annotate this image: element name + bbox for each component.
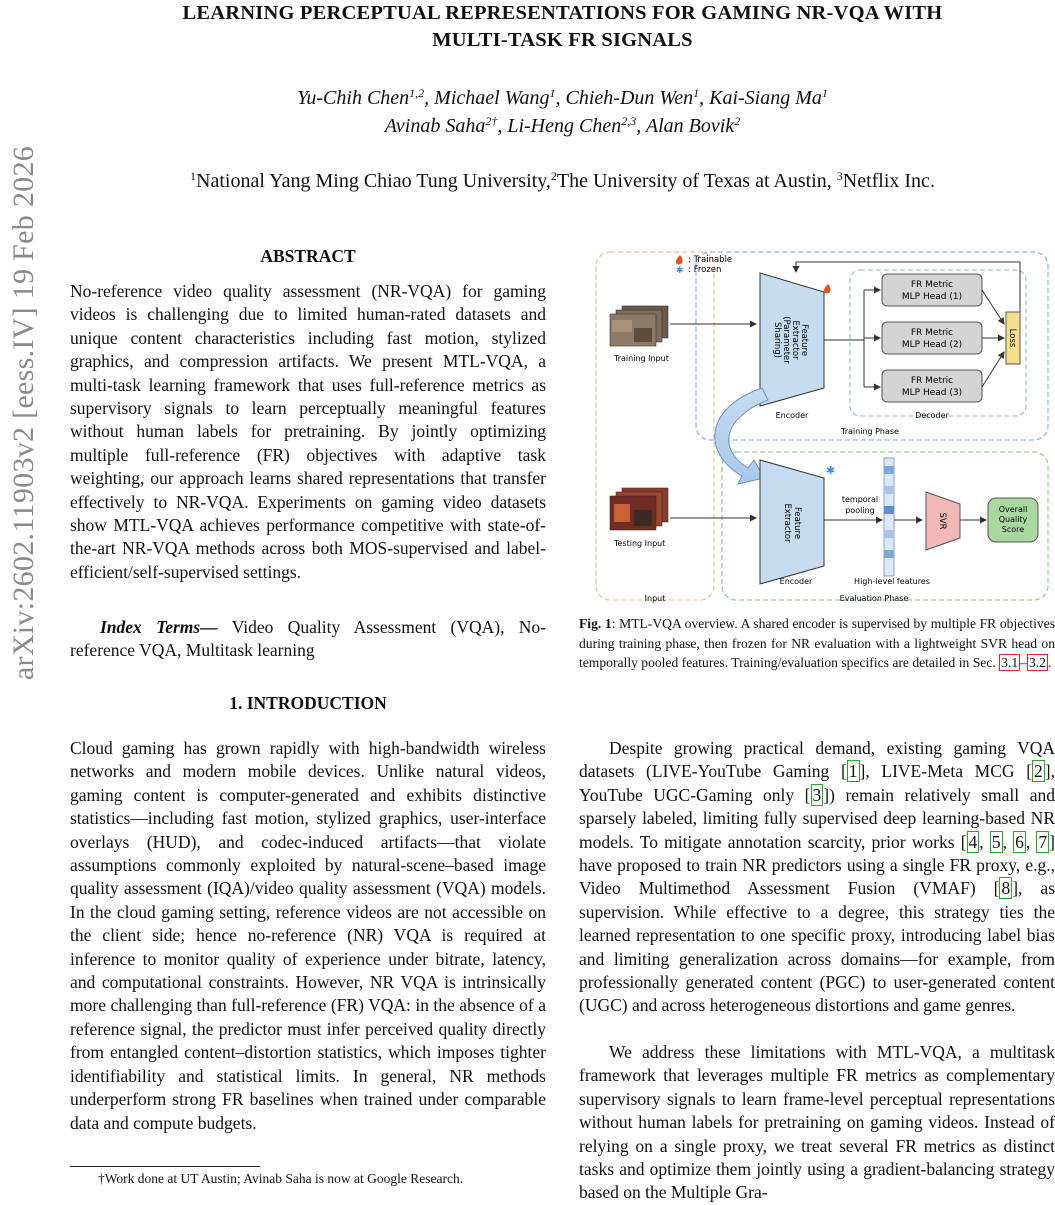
svg-text:MLP Head (1): MLP Head (1) (901, 292, 963, 302)
author-sep: , (424, 87, 435, 109)
author-sup: 1 (693, 86, 700, 100)
svg-text:MLP Head (2): MLP Head (2) (901, 340, 963, 350)
author-sep: , (699, 87, 710, 109)
citation-link[interactable]: 2 (1034, 761, 1043, 782)
arxiv-id: arXiv:2602.11903v2 [eess.IV] 19 Feb 2026 (7, 145, 40, 680)
svg-text:Feature: Feature (799, 323, 809, 357)
high-level-label: High-level features (854, 577, 930, 586)
text-run: ]) remain relatively small and sparsely labeled, limiting fully supervised deep learning-based NR models. To mitigate annotation scarcity, prior works [ (579, 784, 1055, 852)
caption-label: Fig. 1 (579, 616, 612, 631)
author-name: Chieh-Dun Wen (565, 87, 694, 109)
evaluation-phase-label: Evaluation Phase (839, 594, 909, 603)
author-sep: , (555, 87, 566, 109)
legend-frozen: : Frozen (688, 265, 722, 275)
index-terms-label: Index Terms— (100, 617, 218, 637)
author-sup: 2,3 (621, 114, 637, 128)
right-paragraph-1 (579, 737, 1055, 1018)
svg-text:Sharing): Sharing) (772, 322, 782, 358)
snowflake-icon: ✱ (676, 266, 684, 276)
feature-vector (884, 458, 894, 576)
section-ref-link[interactable]: 3.1 (1001, 655, 1019, 671)
encoder-bottom-text (782, 503, 802, 543)
encoder-label-bottom: Encoder (779, 577, 813, 586)
text-run: , (1002, 831, 1014, 852)
author-sup: 1 (821, 86, 828, 100)
testing-input-label: Testing Input (614, 539, 666, 548)
index-terms-text: Video Quality Assessment (VQA), No-reference VQA, Multitask learning (70, 617, 546, 661)
text-run: , (979, 831, 990, 852)
author-name: Yu-Chih Chen (297, 87, 410, 109)
author-line-1 (60, 84, 1055, 112)
author-sep: , (636, 115, 646, 137)
right-paragraph-2: We address these limitations with MTL-VQA, a multitask framework that leverages multiple FR metrics as complementary supervisory signals to learn frame-level perceptual representations without human labels for pretraining on gaming videos. Instead of relying on a single proxy, we treat several FR metrics as distinct tasks and optimize them jointly using a gradient-balancing strategy based on the Multiple Gra- (579, 1042, 1055, 1203)
training-region (696, 252, 1048, 440)
intro-heading: 1. INTRODUCTION (229, 693, 387, 713)
input-label: Input (644, 594, 666, 603)
svg-text:Extractor: Extractor (790, 320, 800, 360)
encoder-label-top: Encoder (775, 411, 809, 420)
svg-text:(Parameter: (Parameter (781, 316, 791, 364)
text-run: ], as supervision. While effective to a degree, this strategy ties the learned representation to one specific proxy, introducing label bias and limiting generalization across domains—for example, from professionally generated content (PGC) to user-generated content (UGC) and across heterogeneous distortions and game genres. (579, 878, 1055, 1016)
training-input-frames (610, 306, 668, 346)
author-line-2 (60, 112, 1055, 140)
svg-text:MLP Head (3): MLP Head (3) (901, 388, 963, 398)
citation-link[interactable]: 8 (1001, 878, 1011, 899)
author-sup: 2 (734, 114, 741, 128)
mlp-head-2 (882, 322, 982, 354)
text-run: ], LIVE-Meta MCG [ (859, 761, 1033, 782)
author-name: Alan Bovik (645, 115, 735, 137)
score-line-2: Quality (998, 515, 1028, 524)
author-sup: 1 (549, 86, 556, 100)
author-name: Kai-Siang Ma (709, 87, 822, 109)
title-line-2: MULTI-TASK FR SIGNALS (432, 29, 693, 51)
index-terms (70, 616, 546, 663)
footnote-rule (70, 1166, 260, 1167)
loss-label (1007, 329, 1017, 348)
author-list (60, 84, 1055, 140)
author-name: Avinab Saha (384, 115, 486, 137)
training-phase-label: Training Phase (841, 427, 899, 436)
paper-title (60, 0, 1055, 54)
affil-text: National Yang Ming Chiao Tung University, (196, 170, 551, 192)
affil-text: The University of Texas at Austin, (556, 170, 837, 192)
section-ref-link[interactable]: 3.2 (1028, 655, 1046, 671)
author-name: Li-Heng Chen (507, 115, 622, 137)
score-line-3: Score (1001, 525, 1025, 534)
svg-text:Loss: Loss (1007, 328, 1017, 348)
svg-text:FR Metric: FR Metric (910, 328, 954, 338)
author-sup: 2† (485, 114, 498, 128)
caption-dash: – (1020, 655, 1027, 671)
temporal-pooling-label: temporal (841, 495, 879, 504)
caption-text: : MTL-VQA overview. A shared encoder is supervised by multiple FR objectives during training phase, then frozen for NR evaluation with a lightweight SVR head on temporally pooled features. Training/evaluation specifics are detailed in Sec. (579, 616, 1055, 671)
author-name: Michael Wang (434, 87, 550, 109)
arxiv-sidebar (2, 145, 46, 680)
citation-link[interactable]: 6 (1015, 831, 1024, 852)
citation-link[interactable]: 4 (968, 831, 978, 852)
caption-end: . (1047, 655, 1052, 671)
footnote: †Work done at UT Austin; Avinab Saha is now at Google Research. (98, 1171, 464, 1186)
score-line-1: Overall (998, 505, 1028, 514)
citation-link[interactable]: 1 (848, 761, 858, 782)
svg-text:FR Metric: FR Metric (910, 280, 954, 290)
method-figure (592, 248, 1054, 606)
citation-link[interactable]: 7 (1038, 831, 1048, 852)
training-input-label: Training Input (614, 354, 669, 363)
text-run: ] have proposed to train NR predictors using a single FR proxy, e.g., Video Multimethod Assessment Fusion (VMAF) [ (579, 831, 1055, 899)
abstract-text: No-reference video quality assessment (NR-VQA) for gaming videos is challenging due to limited human-rated datasets and unique content characteristics including fast motion, stylized graphics, and compression artifacts. We present MTL-VQA, a multi-task learning framework that uses full-reference metrics as supervisory signals to learn perceptually meaningful features without human labels for pretraining. By jointly optimizing multiple full-reference (FR) objectives with adaptive task weighting, our approach learns shared representations that transfer effectively to NR-VQA. Experiments on gaming video datasets show MTL-VQA achieves performance competitive with state-of-the-art NR-VQA methods across both MOS-supervised and label-efficient/self-supervised settings. (70, 281, 546, 582)
text-run: Despite growing practical demand, existing gaming VQA datasets (LIVE-YouTube Gaming [ (579, 738, 1055, 782)
title-line-1: LEARNING PERCEPTUAL REPRESENTATIONS FOR GAMING NR-VQA WITH (182, 2, 943, 24)
affil-text: Netflix Inc. (842, 170, 935, 192)
legend-trainable: : Trainable (688, 255, 733, 265)
affiliations (60, 168, 1055, 194)
mlp-head-1 (882, 274, 982, 306)
mlp-head-3 (882, 370, 982, 402)
svr-label (937, 512, 947, 529)
abstract-heading: ABSTRACT (260, 246, 356, 266)
citation-link[interactable]: 5 (991, 831, 1001, 852)
affil-sup: 2 (550, 169, 557, 183)
svg-text:FR Metric: FR Metric (910, 376, 954, 386)
intro-paragraph: Cloud gaming has grown rapidly with high-bandwidth wireless networks and modern mobile devices. Unlike natural videos, gaming content is computer-generated and exhibits distinctive statistics—including fast motion, stylized graphics, user-interface overlays (HUD), and codec-induced artifacts—that violate assumptions commonly exploited by natural-scene–based image quality assessment (IQA)/video quality assessment (VQA) models. In the cloud gaming setting, reference videos are not accessible on the client side; hence no-reference (NR) VQA is required at inference to monitor quality of experience under bitrate, latency, and computational constraints. However, NR VQA is intrinsically more challenging than full-reference (FR) VQA: in the absence of a reference signal, the predictor must infer perceived quality directly from entangled content–distortion statistics, which imposes tighter identifiability and statistical limits. In general, NR methods underperform strong FR baselines when trained under comparable data and compute budgets. (70, 738, 546, 1133)
text-run: ], YouTube UGC-Gaming only [ (579, 761, 1055, 805)
affil-sup: 3 (836, 169, 843, 183)
frozen-snowflake-icon: ✱ (826, 464, 836, 477)
svg-text:SVR: SVR (937, 512, 947, 530)
svg-text:Extractor: Extractor (782, 503, 792, 543)
legend (676, 255, 732, 276)
trainable-flame-icon (824, 284, 831, 294)
citation-link[interactable]: 3 (812, 784, 822, 805)
text-run: , (1025, 831, 1037, 852)
author-sup: 1,2 (409, 86, 425, 100)
temporal-pooling-label-2: pooling (845, 506, 875, 515)
svg-text:Feature: Feature (792, 506, 802, 540)
affil-sup: 1 (190, 169, 197, 183)
flame-icon (676, 255, 683, 265)
figure-caption (579, 614, 1055, 673)
author-sep: , (497, 115, 508, 137)
testing-input-frames (610, 488, 668, 530)
decoder-label: Decoder (915, 411, 949, 420)
